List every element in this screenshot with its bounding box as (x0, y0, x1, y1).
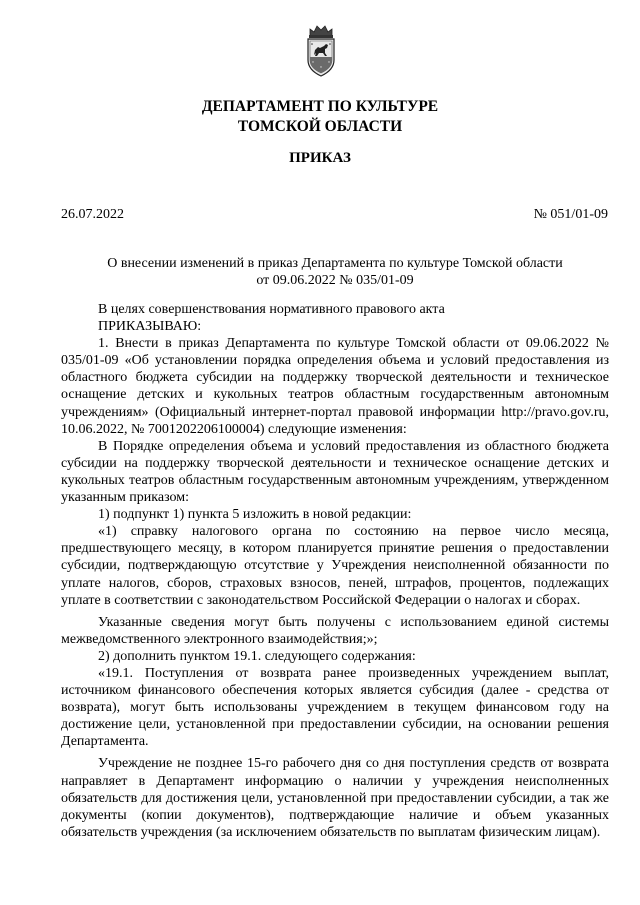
subject-line1: О внесении изменений в приказ Департамента по культуре Томской области (107, 256, 563, 271)
body-paragraph-refund-info: Учреждение не позднее 15-го рабочего дня со дня поступления средств от возврата направляет в Департамент информацию о наличии у учреждения неисполненных обязательств для достижения цели, установленной при предоставлении субсидии, а так же документы (копии документов), подтверждающие наличие и объем указанных обязательств учреждения (за исключением обязательств по выплатам физическим лицам). (61, 756, 609, 840)
order-subject (0, 255, 640, 289)
order-date: 26.07.2022 (61, 207, 124, 222)
document-type: ПРИКАЗ (289, 150, 351, 166)
subject-line2: от 09.06.2022 № 035/01-09 (256, 273, 414, 288)
body-paragraph-tax-certificate: «1) справку налогового органа по состоянию на первое число месяца, предшествующего месяцу, в котором планируется принятие решения о предоставлении субсидии, подтверждающую отсутствие у Учреждения неисполненной обязанности по уплате налогов, сборов, страховых взносов, пеней, штрафов, процентов, подлежащих уплате в соответствии с законодательством Российской Федерации о налогах и сборах. (61, 524, 609, 608)
body-paragraph-procedure: В Порядке определения объема и условий предоставления из областного бюджета субсидии на поддержку творческой деятельности и техническое оснащение детских и кукольных театров областным государственным автономным учреждениям, утвержденном указанным приказом: (61, 438, 609, 506)
body-paragraph-order-word: ПРИКАЗЫВАЮ: (98, 319, 202, 335)
order-number: № 051/01-09 (533, 207, 608, 222)
order-body (61, 301, 609, 841)
body-paragraph-item-1: 1. Внести в приказ Департамента по культуре Томской области от 09.06.2022 № 035/01-09 «Об установлении порядка определения объема и условий предоставления из областного бюджета субсидии на поддержку творческой деятельности и техническое оснащение детских и кукольных театров областным государственным автономным учреждениям» (Официальный интернет-портал правовой информации http://pravo.gov.ru, 10.06.2022, № 7001202206100004) следующие изменения: (61, 336, 609, 437)
body-paragraph-19-1: «19.1. Поступления от возврата ранее произведенных учреждением выплат, источником финансового обеспечения которых является субсидия (далее - средства от возврата), могут быть использованы учреждением в текущем финансовом году на достижение цели, установленной при предоставлении субсидии, на основании решения Департамента. (61, 665, 609, 750)
body-paragraph-subitem-2: 2) дополнить пунктом 19.1. следующего содержания: (98, 648, 416, 664)
tomsk-oblast-coat-of-arms-icon (302, 24, 340, 78)
body-paragraph-subitem-1: 1) подпункт 1) пункта 5 изложить в новой редакции: (98, 507, 412, 523)
department-name-line1: ДЕПАРТАМЕНТ ПО КУЛЬТУРЕ (201, 98, 439, 115)
body-paragraph-interagency: Указанные сведения могут быть получены с использованием единой системы межведомственного электронного взаимодействия;»; (61, 614, 609, 647)
department-name-line2: ТОМСКОЙ ОБЛАСТИ (237, 118, 403, 135)
body-paragraph-preamble: В целях совершенствования нормативного правового акта (98, 302, 445, 317)
